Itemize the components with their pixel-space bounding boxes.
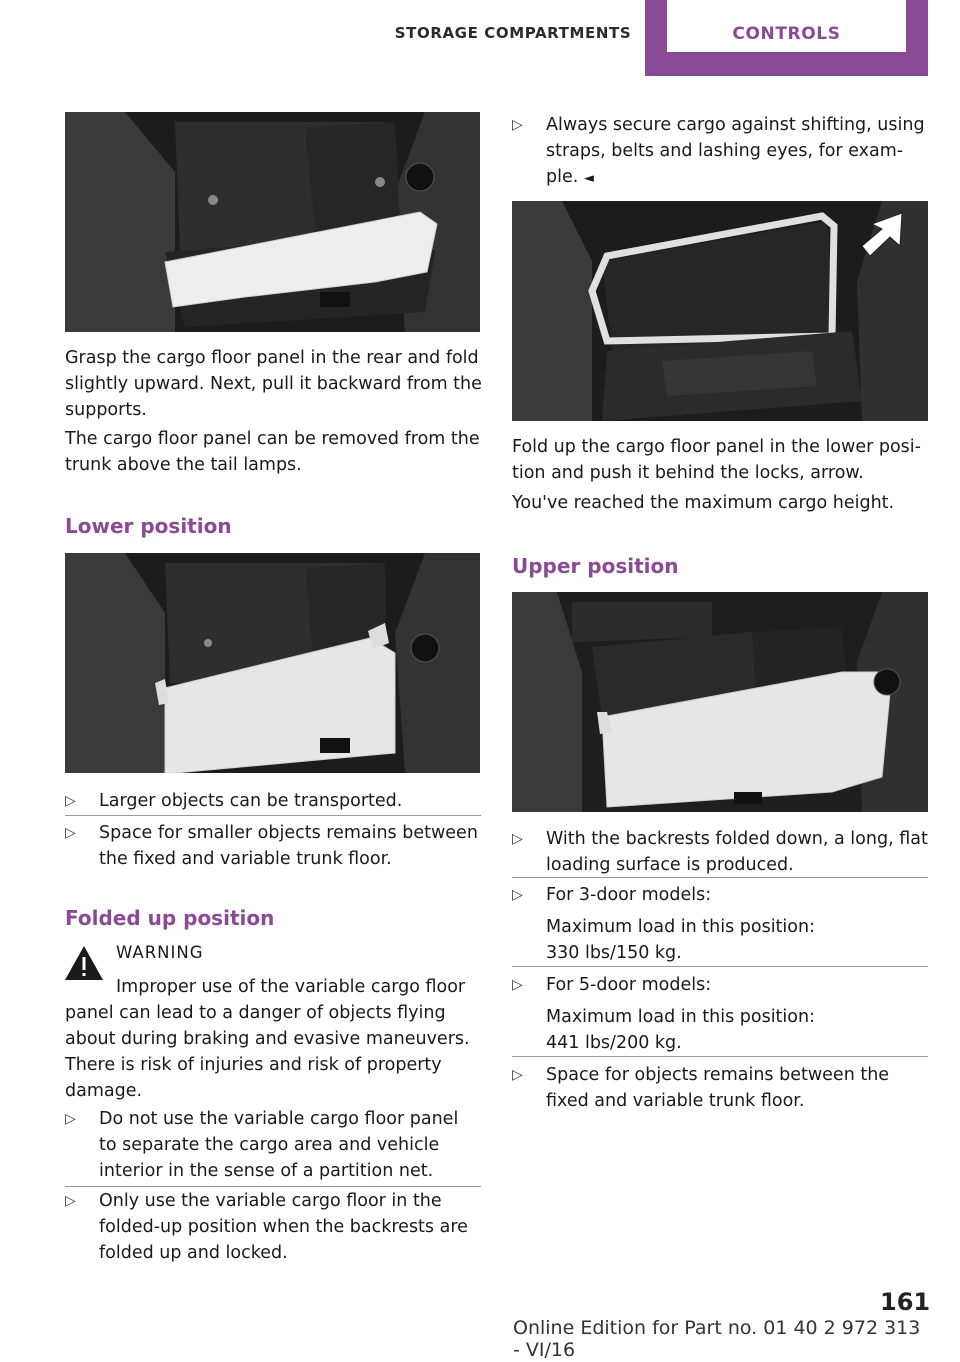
list-item: ▷ Space for objects remains between the fixed and variable trunk floor.: [512, 1062, 930, 1114]
triangle-right-icon: ▷: [65, 793, 76, 809]
warning-label: WARNING: [116, 943, 204, 962]
divider: [65, 1186, 481, 1187]
divider: [512, 966, 928, 967]
footer-edition: Online Edition for Part no. 01 40 2 972 313 - VI/16: [513, 1317, 921, 1361]
list-item: ▷ With the backrests folded down, a long, flat loading surface is produced.: [512, 826, 930, 878]
page-number: 161: [880, 1288, 931, 1316]
photo-cargo-panel-removal: [65, 112, 480, 332]
list-item: [512, 112, 928, 192]
list-item: [512, 972, 930, 1052]
load-label: Maximum load in this position:: [546, 1007, 815, 1027]
triangle-right-icon: ▷: [512, 1067, 523, 1083]
photo-fold-up-panel: [512, 201, 928, 421]
photo-upper-position: [512, 592, 928, 812]
bullet-text: Always secure cargo against shifting, using straps, belts and lashing eyes, for exam‐ple.: [546, 115, 925, 187]
load-value: 330 lbs/150 kg.: [546, 943, 682, 963]
chapter-title: CONTROLS: [667, 0, 906, 52]
heading-folded-up-position: Folded up position: [65, 906, 275, 930]
divider: [512, 877, 928, 878]
load-value: 441 lbs/200 kg.: [546, 1033, 682, 1053]
heading-lower-position: Lower position: [65, 514, 232, 538]
triangle-right-icon: ▷: [512, 831, 523, 847]
list-item: [512, 882, 930, 962]
photo-lower-position: [65, 553, 480, 773]
load-label: Maximum load in this position:: [546, 917, 815, 937]
paragraph-max-height: You've reached the maximum cargo height.: [512, 493, 895, 513]
triangle-right-icon: ▷: [512, 117, 523, 133]
end-mark: ◄: [583, 171, 594, 186]
triangle-right-icon: ▷: [512, 977, 523, 993]
paragraph-remove-panel: The cargo floor panel can be removed from the trunk above the tail lamps.: [65, 429, 480, 475]
list-item: ▷ Only use the variable cargo floor in the folded-up position when the backrests are folded up and locked.: [65, 1188, 481, 1268]
triangle-right-icon: ▷: [65, 1193, 76, 1209]
list-item: ▷ Space for smaller objects remains between the fixed and variable trunk floor.: [65, 820, 481, 872]
list-item: ▷ Do not use the variable cargo floor panel to separate the cargo area and vehicle interior in the sense of a partition net.: [65, 1106, 481, 1186]
divider: [65, 815, 481, 816]
bullet-title: For 3-door models:: [546, 885, 712, 905]
heading-upper-position: Upper position: [512, 554, 679, 578]
warning-text: Improper use of the variable cargo floor panel can lead to a danger of objects flying about during braking and evasive maneuvers. There is risk of injuries and risk of property damage.: [65, 977, 470, 1101]
paragraph-fold-up: Fold up the cargo floor panel in the lower posi‐tion and push it behind the locks, arrow.: [512, 437, 921, 483]
bullet-title: For 5-door models:: [546, 975, 712, 995]
divider: [512, 1056, 928, 1057]
paragraph-grasp-panel: Grasp the cargo floor panel in the rear and fold slightly upward. Next, pull it backward from the supports.: [65, 348, 482, 420]
section-title: STORAGE COMPARTMENTS: [394, 24, 632, 42]
list-item: ▷ Larger objects can be transported.: [65, 788, 481, 814]
triangle-right-icon: ▷: [65, 825, 76, 841]
triangle-right-icon: ▷: [65, 1111, 76, 1127]
triangle-right-icon: ▷: [512, 887, 523, 903]
